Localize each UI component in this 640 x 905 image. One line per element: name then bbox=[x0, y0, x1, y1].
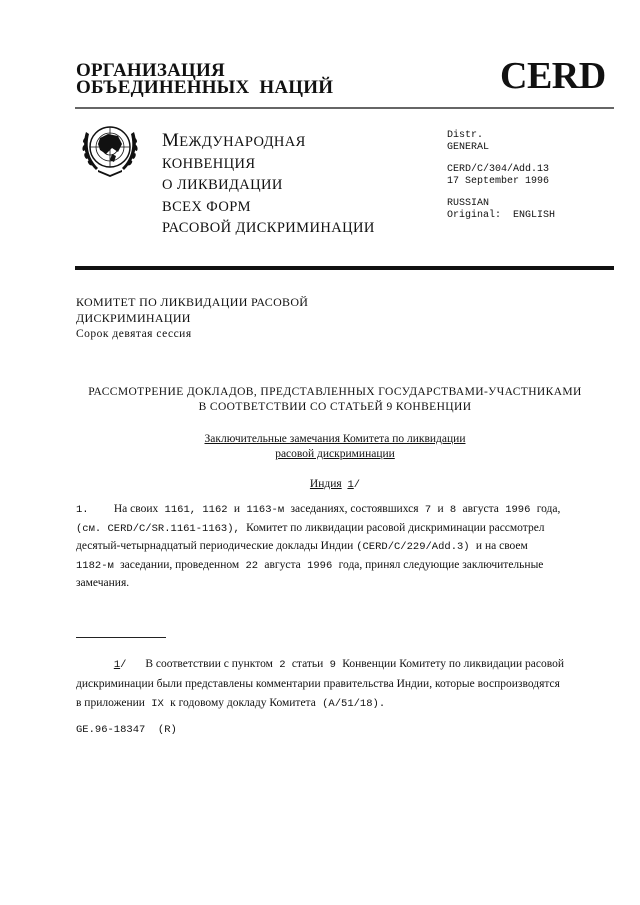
para-line bbox=[76, 538, 616, 557]
text: года, принял следующие заключительные bbox=[338, 558, 544, 571]
para-line bbox=[76, 575, 616, 593]
text: года, bbox=[536, 503, 561, 515]
text: августа bbox=[462, 503, 499, 515]
footnote-line bbox=[76, 654, 616, 674]
convention-name bbox=[162, 130, 375, 240]
organization-name bbox=[76, 62, 333, 96]
committee-line2: ДИСКРИМИНАЦИИ bbox=[76, 311, 191, 325]
text: в приложении bbox=[76, 697, 145, 709]
text: заседании, проведенном bbox=[120, 558, 240, 571]
convention-initial: М bbox=[162, 130, 180, 151]
para-line bbox=[76, 520, 616, 539]
doc-language: RUSSIAN bbox=[447, 198, 490, 209]
job-number: GE.96-18347 (R) bbox=[76, 724, 177, 736]
footnote-ref-slash: / bbox=[353, 479, 361, 491]
title-line1: РАССМОТРЕНИЕ ДОКЛАДОВ, ПРЕДСТАВЛЕННЫХ ГОСУДАРСТВАМИ-УЧАСТНИКАМИ bbox=[88, 386, 582, 398]
masthead-divider bbox=[75, 266, 614, 270]
text: Комитет по ликвидации расовой дискриминации рассмотрел bbox=[246, 521, 545, 534]
text: 1161, 1162 bbox=[158, 504, 234, 516]
paragraph-1 bbox=[76, 501, 616, 593]
org-name-line2: ОБЪЕДИНЕННЫХ НАЦИЙ bbox=[76, 77, 334, 98]
document-title bbox=[0, 385, 640, 415]
text: 1996 bbox=[300, 559, 339, 572]
footnote-marker: 1 bbox=[113, 659, 121, 671]
subtitle-line1: Заключительные замечания Комитета по ликвидации bbox=[204, 433, 466, 445]
text: 9 bbox=[323, 659, 343, 671]
document-metadata bbox=[447, 130, 555, 221]
text: 2 bbox=[272, 659, 292, 671]
footnote-ref[interactable]: 1 bbox=[347, 479, 354, 491]
convention-line3: О ЛИКВИДАЦИИ bbox=[162, 177, 283, 193]
text: статьи bbox=[291, 658, 324, 670]
title-line2: В СООТВЕТСТВИИ СО СТАТЬЕЙ 9 КОНВЕНЦИИ bbox=[198, 401, 472, 413]
text: заседаниях, состоявшихся bbox=[290, 503, 419, 515]
footnote-line bbox=[76, 674, 616, 693]
text: десятый-четырнадцатый периодические доклады Индии bbox=[76, 540, 357, 552]
text: 1182-м bbox=[76, 559, 121, 572]
doc-symbol: CERD/C/304/Add.13 bbox=[447, 164, 550, 175]
doc-date: 17 September 1996 bbox=[447, 175, 550, 187]
text: и bbox=[437, 503, 444, 515]
footnote-separator bbox=[76, 637, 166, 638]
text: к годовому докладу Комитета bbox=[170, 697, 316, 709]
text: (см. CERD/C/SR.1161-1163), bbox=[76, 522, 247, 535]
convention-line2: КОНВЕНЦИЯ bbox=[162, 155, 256, 172]
text: (CERD/C/229/Add.3) bbox=[356, 541, 476, 553]
subtitle-line2: расовой дискриминации bbox=[275, 448, 395, 460]
country-name: Индия bbox=[309, 478, 342, 490]
text: На своих bbox=[113, 503, 159, 515]
convention-line1 bbox=[162, 130, 375, 154]
convention-line1-rest: ЕЖДУНАРОДНАЯ bbox=[179, 134, 306, 150]
text: дискриминации были представлены комментарии правительства Индии, которые воспроизводятся bbox=[76, 678, 560, 690]
document-subtitle bbox=[0, 432, 640, 462]
text: августа bbox=[264, 558, 301, 571]
convention-line5: РАСОВОЙ ДИСКРИМИНАЦИИ bbox=[162, 220, 375, 236]
session: Сорок девятая сессия bbox=[76, 328, 192, 340]
text: 7 bbox=[418, 504, 438, 516]
para-line bbox=[76, 557, 616, 576]
committee-line1: КОМИТЕТ ПО ЛИКВИДАЦИИ РАСОВОЙ bbox=[76, 295, 309, 309]
text: и на своем bbox=[475, 540, 528, 552]
text: В соответствии с пунктом bbox=[145, 658, 273, 670]
para-number: 1. bbox=[76, 504, 89, 516]
text: IX bbox=[144, 698, 171, 710]
text: замечания. bbox=[76, 577, 130, 589]
footnote-1 bbox=[76, 654, 616, 713]
original-language: Original: ENGLISH bbox=[447, 209, 556, 221]
text: 1163-м bbox=[240, 504, 291, 516]
text: / bbox=[120, 659, 127, 671]
country-heading bbox=[0, 478, 640, 491]
distr-label: Distr. bbox=[447, 130, 484, 141]
footnote-line bbox=[76, 693, 616, 713]
text: (A/51/18). bbox=[315, 698, 386, 710]
committee-block bbox=[76, 294, 308, 342]
text: Конвенции Комитету по ликвидации расовой bbox=[342, 658, 564, 670]
un-emblem-icon bbox=[78, 118, 142, 182]
header-divider bbox=[75, 107, 614, 109]
text: 22 bbox=[239, 559, 265, 572]
text: 8 bbox=[443, 504, 463, 516]
document-series-symbol: CERD bbox=[500, 55, 606, 97]
text: и bbox=[233, 503, 241, 515]
convention-line4: ВСЕХ ФОРМ bbox=[162, 198, 251, 215]
text: 1996 bbox=[498, 504, 537, 516]
org-name-line1: ОРГАНИЗАЦИЯ bbox=[76, 60, 225, 81]
para-line bbox=[76, 501, 616, 520]
distribution: GENERAL bbox=[447, 141, 490, 153]
